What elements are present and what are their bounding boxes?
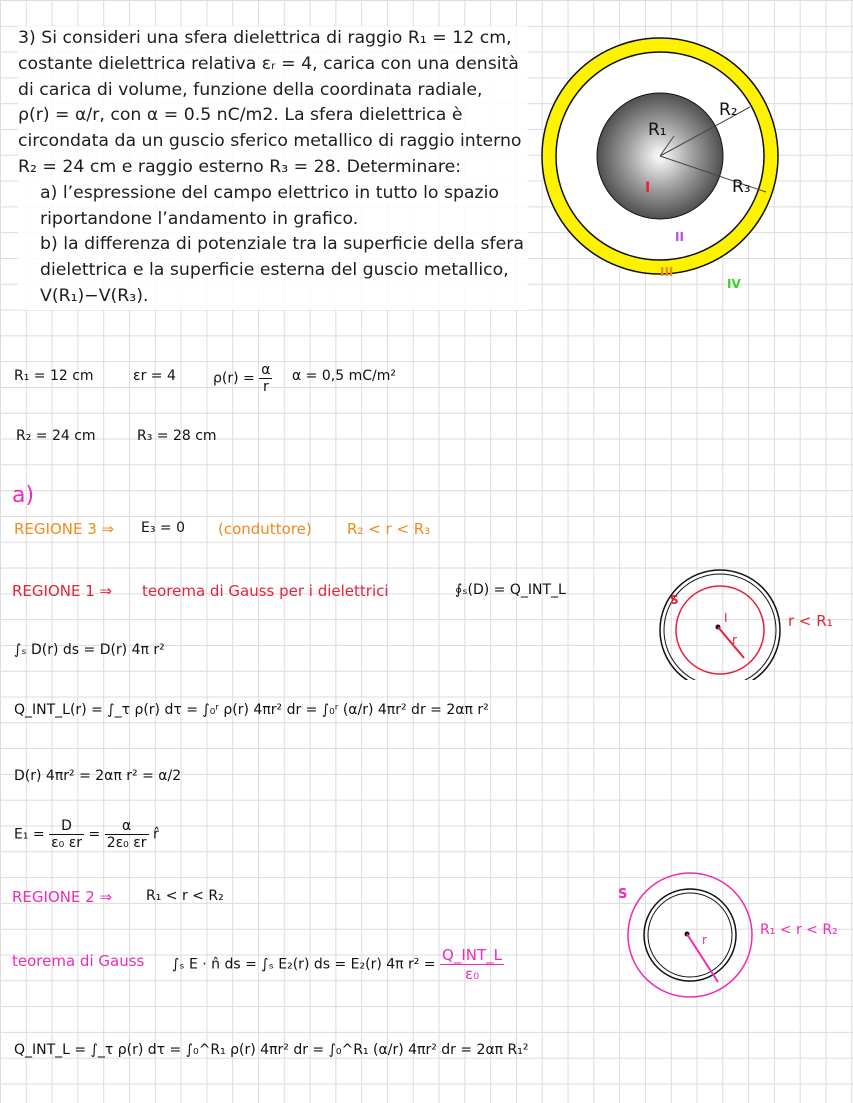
problem-line: di carica di volume, funzione della coordinata radiale, [18,79,483,100]
region2-diagram [612,870,852,1000]
sphere-shell-diagram [536,22,836,312]
region2-charge-line: Q_INT_L = ∫_τ ρ(r) dτ = ∫₀^R₁ ρ(r) 4πr² dr = ∫₀^R₁ (α/r) 4πr² dr = 2απ R₁² [14,1042,529,1058]
region1-text: teorema di Gauss per i dielettrici [142,582,389,600]
region-label-III: III [660,265,674,279]
problem-line: b) la differenza di potenziale tra la superficie della sfera [40,234,524,255]
field-lhs: E₁ = [14,826,45,843]
given-rho-fraction [259,362,272,395]
region1-diagram-r: r [732,633,737,647]
region2-eq-lhs: ∫ₛ E · n̂ ds = ∫ₛ E₂(r) ds = E₂(r) 4π r² = [172,956,436,973]
region-label-II: II [675,230,684,244]
region2-diagram-s: S [618,887,628,902]
region2-condition: R₁ < r < R₂ [760,922,838,938]
region3-range: R₂ < r < R₃ [347,520,431,538]
field-unit-vector: r̂ [153,826,159,843]
region1-label: REGIONE 1 ⇒ [12,582,113,600]
label-r1: R₁ [648,120,667,140]
problem-line: R₂ = 24 cm e raggio esterno R₃ = 28. Determinare: [18,156,462,177]
region2-diagram-r: r [702,933,707,947]
given-r2: R₂ = 24 cm [16,428,96,444]
region2-outer-circle [644,889,736,981]
given-rho [213,362,272,395]
given-alpha: α = 0,5 mC/m² [292,368,396,384]
region1-gauss-eq: ∮ₛ(D) = Q_INT_L [455,582,566,598]
region1-condition: r < R₁ [788,612,833,630]
problem-line: dielettrica e la superficie esterna del guscio metallico, [40,260,509,281]
problem-line: riportandone l’andamento in grafico. [40,208,359,229]
given-rho-num: α [261,362,271,378]
region2-outer-circle-inner [648,893,732,977]
region1-d-line: D(r) 4πr² = 2απ r² = α/2 [14,768,182,784]
problem-line: ρ(r) = α/r, con α = 0.5 nC/m2. La sfera dielettrica è [18,105,463,126]
region2-label: REGIONE 2 ⇒ [12,888,113,906]
region2-gauss-surface [628,873,752,997]
region2-gauss-eq [172,946,504,983]
given-r3: R₃ = 28 cm [137,428,217,444]
field-f2-num: α [105,818,149,835]
region1-field-line [14,818,159,851]
problem-line: 3) Si consideri una sfera dielettrica di raggio R₁ = 12 cm, [18,28,512,48]
field-equals: = [88,826,101,843]
region3-field: E₃ = 0 [141,520,185,536]
given-er: εr = 4 [133,368,176,384]
region3-label: REGIONE 3 ⇒ [14,520,115,538]
given-r1: R₁ = 12 cm [14,368,94,384]
label-r3: R₃ [732,177,751,197]
section-a-label: a) [12,483,35,508]
region1-diagram-region: I [724,611,728,625]
problem-line: V(R₁)−V(R₃). [40,285,149,306]
field-fraction-2 [105,818,149,851]
region-label-IV: IV [727,277,741,291]
region1-diagram [652,560,852,680]
region2-text: teorema di Gauss [12,952,145,970]
region2-eq-den: ε₀ [464,965,480,983]
problem-line: circondata da un guscio sferico metallico di raggio interno [18,131,522,152]
given-rho-den: r [262,379,269,395]
given-rho-lhs: ρ(r) = [213,370,255,387]
region1-radius-line [718,627,744,658]
problem-line: costante dielettrica relativa εᵣ = 4, carica con una densità [18,53,519,74]
region1-flux-line: ∫ₛ D(r) ds = D(r) 4π r² [14,642,165,658]
region2-eq-fraction [440,946,504,983]
region3-note: (conduttore) [218,520,312,538]
region-label-I: I [645,180,651,196]
field-fraction-1 [49,818,84,851]
problem-line: a) l’espressione del campo elettrico in tutto lo spazio [40,182,499,203]
field-f2-den: 2ε₀ εr [106,835,147,851]
region2-eq-num: Q_INT_L [442,946,503,964]
field-f1-num: D [49,818,84,835]
problem-statement [18,26,528,310]
label-r2: R₂ [719,100,738,120]
region1-diagram-s: S [670,593,679,607]
region1-charge-line: Q_INT_L(r) = ∫_τ ρ(r) dτ = ∫₀ʳ ρ(r) 4πr² dr = ∫₀ʳ (α/r) 4πr² dr = 2απ r² [14,702,489,718]
field-f1-den: ε₀ εr [51,835,83,851]
region2-range: R₁ < r < R₂ [146,888,224,904]
